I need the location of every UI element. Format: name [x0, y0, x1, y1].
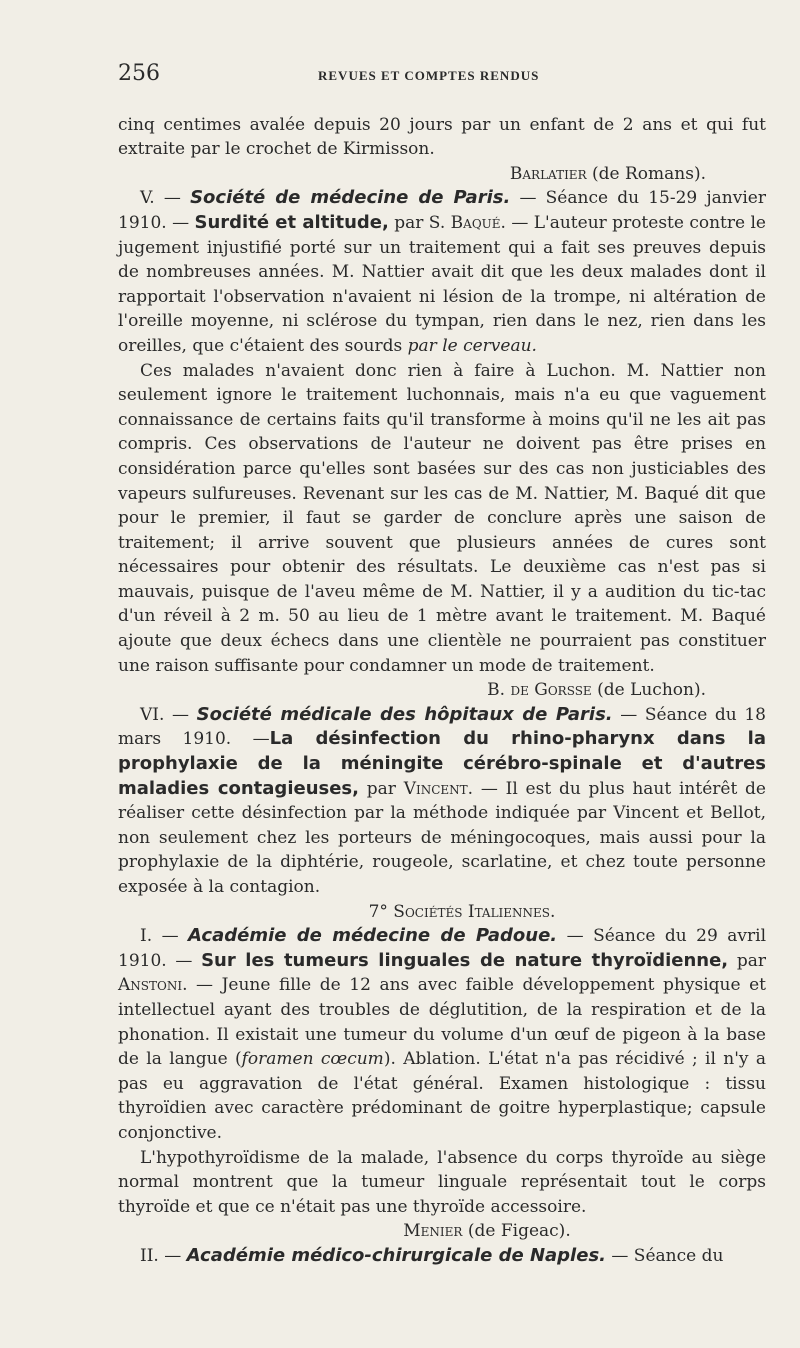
signature: Menier (de Figeac). — [403, 1221, 571, 1242]
paragraph: Ces malades n'avaient donc rien à faire à Luchon. M. Nattier non seulement ignore le traitement luchonnais, mais n'a eu que vaguement connaissance de certains faits qu'il transforme à moins qu'il ne les ait pas compris. Ces observations de l'auteur ne doivent pas être prises en considération parce qu'elles sont basées sur des cas non justiciables des vapeurs sulfureuses. Revenant sur les cas de M. Nattier, M. Baqué dit que pour le premier, il faut se garder de conclure après une saison de traitement; il arrive souvent que plusieurs années de cures sont nécessaires pour obtenir des résultats. Le deuxième cas n'est pas si mauvais, puisque de l'aveu même de M. Nattier, il y a audition du tic-tac d'un réveil à 2 m. 50 au lieu de 1 mètre avant le traitement. M. Baqué ajoute que deux échecs dans une clientèle ne pourraient pas constituer une raison suffisante pour condamner un mode de traitement. — [118, 360, 766, 676]
entry-academie-naples: II. — Académie médico-chirurgicale de Naples. — Séance du — [140, 1244, 724, 1266]
signature: B. de Gorsse (de Luchon). — [487, 680, 706, 701]
entry-societe-medecine-paris: V. — Société de médecine de Paris. — Séance du 15-29 janvier 1910. — Surdité et altitude, par S. Baqué. — L'auteur proteste contre le jugement injustifié porté sur un traitement qui a fait ses preuves depuis de nombreuses années. M. Nattier avait dit que les deux malades dont il rapportait l'observation n'avaient ni lésion de la trompe, ni altération de l'oreille moyenne, ni sclérose du tympan, rien dans le nez, rien dans les oreilles, que c'étaient des sourds par le cerveau. — [118, 187, 766, 356]
paragraph: L'hypothyroïdisme de la malade, l'absence du corps thyroïde au siège normal montrent que la tumeur linguale représentait tout le corps thyroïde et que ce n'était pas une thyroïde accessoire. — [118, 1147, 766, 1217]
document-page — [118, 62, 766, 1269]
entry-academie-padoue: I. — Académie de médecine de Padoue. — Séance du 29 avril 1910. — Sur les tumeurs linguales de nature thyroïdienne, par Anstoni. — Jeune fille de 12 ans avec faible développement physique et intellectuel ayant des troubles de déglutition, de la respiration et de la phonation. Il existait une tumeur du volume d'un œuf de pigeon à la base de la langue (foramen cœcum). Ablation. L'état n'a pas récidivé ; il n'y a pas eu aggravation de l'état général. Examen histologique : tissu thyroïdien avec caractère prédominant de goitre hyperplastique; capsule conjonctive. — [118, 925, 767, 1143]
signature: Barlatier (de Romans). — [509, 163, 706, 184]
entry-societe-medicale-hopitaux: VI. — Société médicale des hôpitaux de Paris. — Séance du 18 mars 1910. —La désinfection du rhino-pharynx dans la prophylaxie de la méningite cérébro-spinale et d'autres maladies contagieuses, par Vincent. — Il est du plus haut intérêt de réaliser cette désinfection par la méthode indiquée par Vincent et Bellot, non seulement chez les porteurs de méningocoques, mais aussi pour la prophylaxie de la diphtérie, rougeole, scarlatine, et chez toute personne exposée à la contagion. — [118, 703, 766, 897]
page-header — [118, 62, 766, 89]
page-number: 256 — [118, 61, 160, 86]
section-heading: 7° Sociétés Italiennes. — [368, 901, 556, 922]
running-title: REVUES ET COMPTES RENDUS — [318, 68, 540, 83]
paragraph: cinq centimes avalée depuis 20 jours par un enfant de 2 ans et qui fut extraite par le crochet de Kirmisson. — [118, 114, 766, 160]
